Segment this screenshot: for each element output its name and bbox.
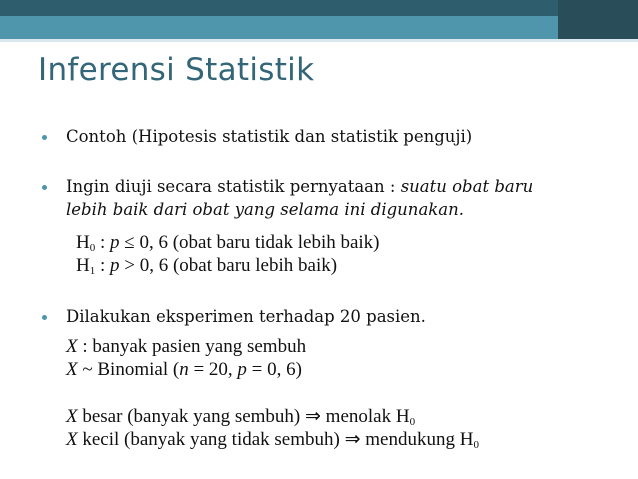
bullet-dot <box>42 135 47 140</box>
bullet-1-text: Contoh (Hipotesis statistik dan statistik penguji) <box>66 127 473 146</box>
experiment-line-3 <box>66 405 415 428</box>
x-variable: X <box>66 429 78 450</box>
bullet-2-line-2: lebih baik dari obat yang selama ini digunakan. <box>66 200 464 219</box>
h1-expression: > 0, 6 (obat baru lebih baik) <box>119 255 338 276</box>
h0-colon: : <box>95 232 111 253</box>
n-variable: n <box>179 359 189 380</box>
bullet-dot <box>42 315 47 320</box>
h0-label: H <box>76 232 90 253</box>
x-variable: X <box>66 406 78 427</box>
binomial-text: ~ Binomial ( <box>77 359 180 380</box>
p-variable: p <box>237 359 247 380</box>
h0-expression: ≤ 0, 6 (obat baru tidak lebih baik) <box>119 232 380 253</box>
h1-subscript: 1 <box>89 265 96 277</box>
experiment-line-1 <box>66 335 306 358</box>
slide-title: Inferensi Statistik <box>38 52 315 88</box>
hypothesis-h0 <box>76 231 380 254</box>
header-accent-bar <box>0 16 638 39</box>
bullet-2-italic-text: suatu obat baru <box>400 177 534 196</box>
h1-variable: p <box>110 255 120 276</box>
experiment-line-3-text: besar (banyak yang sembuh) ⇒ menolak H <box>77 406 410 427</box>
h1-label: H <box>76 255 90 276</box>
h1-colon: : <box>95 255 111 276</box>
x-variable: X <box>66 336 78 357</box>
hypothesis-h1 <box>76 254 337 277</box>
n-value: = 20, <box>188 359 238 380</box>
h0-subscript: 0 <box>409 416 416 428</box>
experiment-line-1-text: : banyak pasien yang sembuh <box>77 336 307 357</box>
header-dark-bar <box>0 0 638 16</box>
experiment-line-4 <box>66 428 479 451</box>
experiment-line-2 <box>66 358 302 381</box>
bullet-dot <box>42 185 47 190</box>
h0-variable: p <box>110 232 120 253</box>
bullet-3-text: Dilakukan eksperimen terhadap 20 pasien. <box>66 307 426 326</box>
bullet-2-line-1 <box>66 176 533 198</box>
p-value: = 0, 6) <box>246 359 302 380</box>
x-variable: X <box>66 359 78 380</box>
experiment-line-4-text: kecil (banyak yang tidak sembuh) ⇒ mendukung H <box>77 429 474 450</box>
header-corner-block <box>558 0 638 39</box>
bullet-2-normal-text: Ingin diuji secara statistik pernyataan : <box>66 177 401 196</box>
h0-subscript: 0 <box>473 439 479 451</box>
h0-subscript: 0 <box>89 242 96 254</box>
header-divider <box>0 39 638 42</box>
